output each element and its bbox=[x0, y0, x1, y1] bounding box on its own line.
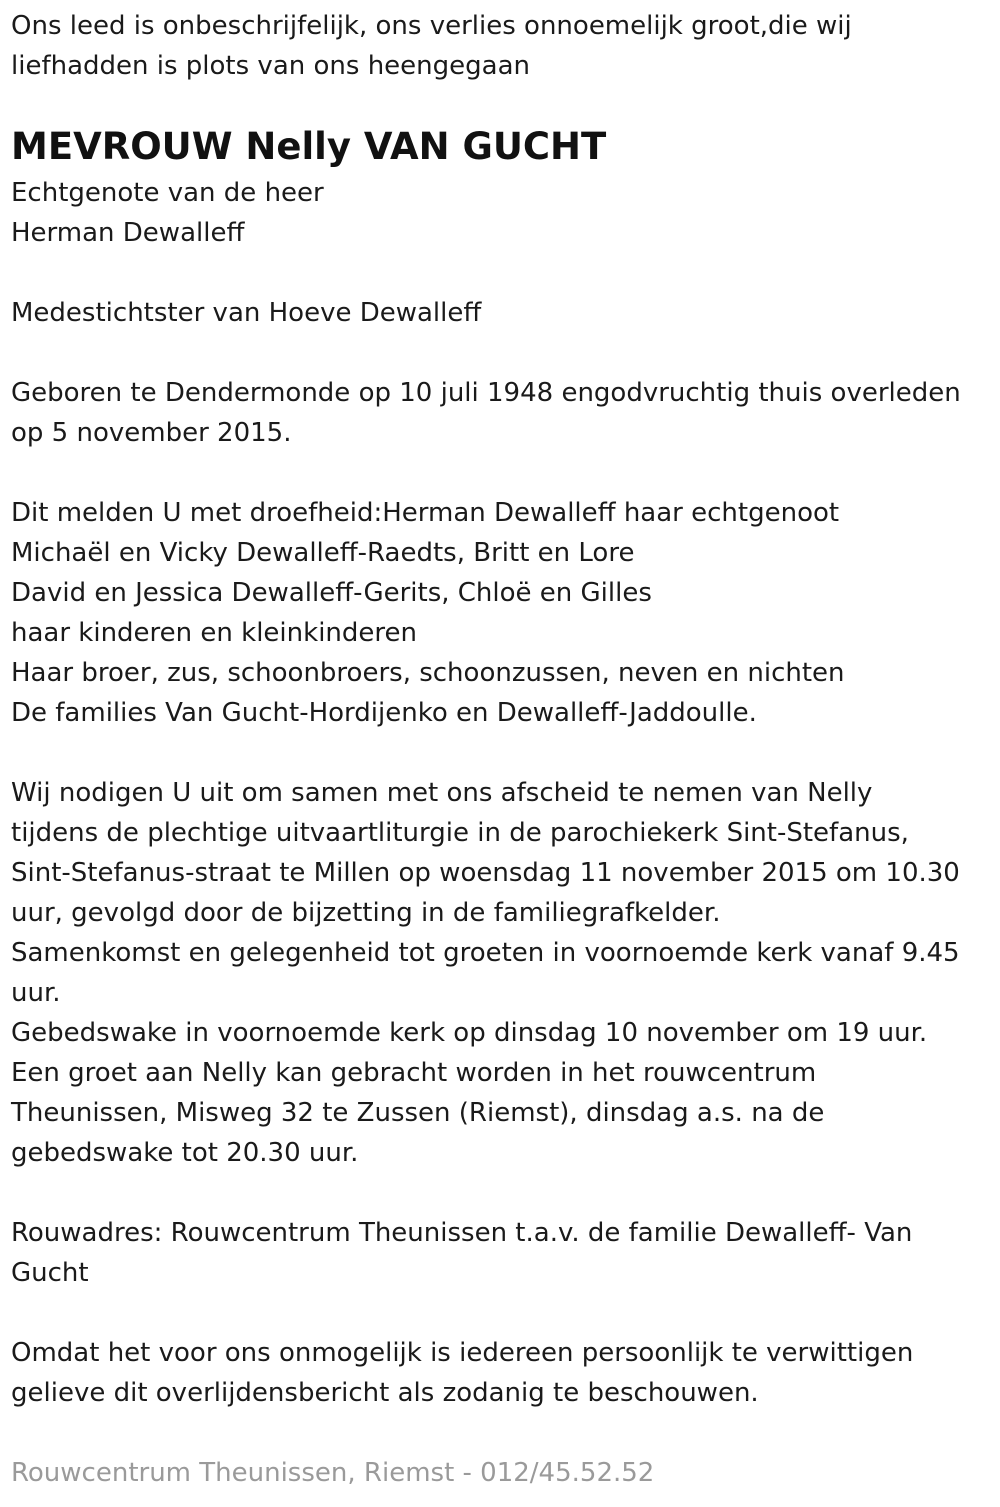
ceremony-line: Een groet aan Nelly kan gebracht worden in het rouwcentrum bbox=[11, 1058, 817, 1088]
intro-line: Ons leed is onbeschrijfelijk, ons verlies onnoemelijk groot,die wij bbox=[11, 11, 852, 41]
address-line: Gucht bbox=[11, 1258, 89, 1288]
closing-line: Omdat het voor ons onmogelijk is iedereen persoonlijk te verwittigen bbox=[11, 1338, 914, 1368]
spouse-line: Herman Dewalleff bbox=[11, 218, 245, 248]
birth-death-line: op 5 november 2015. bbox=[11, 418, 292, 448]
founder-line: Medestichtster van Hoeve Dewalleff bbox=[11, 298, 482, 328]
spouse-paragraph bbox=[11, 173, 324, 253]
ceremony-line: Samenkomst en gelegenheid tot groeten in voornoemde kerk vanaf 9.45 bbox=[11, 938, 960, 968]
birth-death-line: Geboren te Dendermonde op 10 juli 1948 engodvruchtig thuis overleden bbox=[11, 378, 961, 408]
closing-paragraph bbox=[11, 1333, 913, 1413]
ceremony-line: uur. bbox=[11, 978, 61, 1008]
ceremony-line: tijdens de plechtige uitvaartliturgie in de parochiekerk Sint-Stefanus, bbox=[11, 818, 909, 848]
family-line: David en Jessica Dewalleff-Gerits, Chloë en Gilles bbox=[11, 578, 652, 608]
ceremony-line: gebedswake tot 20.30 uur. bbox=[11, 1138, 359, 1168]
address-paragraph bbox=[11, 1213, 912, 1293]
family-line: Haar broer, zus, schoonbroers, schoonzussen, neven en nichten bbox=[11, 658, 845, 688]
address-line: Rouwadres: Rouwcentrum Theunissen t.a.v. de familie Dewalleff- Van bbox=[11, 1218, 913, 1248]
ceremony-line: Wij nodigen U uit om samen met ons afscheid te nemen van Nelly bbox=[11, 778, 873, 808]
ceremony-line: Gebedswake in voornoemde kerk op dinsdag 10 november om 19 uur. bbox=[11, 1018, 928, 1048]
family-line: haar kinderen en kleinkinderen bbox=[11, 618, 417, 648]
deceased-name: MEVROUW Nelly VAN GUCHT bbox=[11, 125, 607, 168]
intro-line: liefhadden is plots van ons heengegaan bbox=[11, 51, 530, 81]
intro-paragraph bbox=[11, 6, 852, 86]
family-line: Dit melden U met droefheid:Herman Dewalleff haar echtgenoot bbox=[11, 498, 840, 528]
family-line: De families Van Gucht-Hordijenko en Dewalleff-Jaddoulle. bbox=[11, 698, 757, 728]
ceremony-paragraph bbox=[11, 773, 960, 1173]
ceremony-line: uur, gevolgd door de bijzetting in de familiegrafkelder. bbox=[11, 898, 721, 928]
birth-death-paragraph bbox=[11, 373, 961, 453]
ceremony-line: Sint-Stefanus-straat te Millen op woensdag 11 november 2015 om 10.30 bbox=[11, 858, 960, 888]
ceremony-line: Theunissen, Misweg 32 te Zussen (Riemst), dinsdag a.s. na de bbox=[11, 1098, 825, 1128]
founder-paragraph bbox=[11, 293, 481, 333]
funeral-home-footer: Rouwcentrum Theunissen, Riemst - 012/45.52.52 bbox=[11, 1458, 655, 1488]
closing-line: gelieve dit overlijdensbericht als zodanig te beschouwen. bbox=[11, 1378, 759, 1408]
family-line: Michaël en Vicky Dewalleff-Raedts, Britt en Lore bbox=[11, 538, 635, 568]
spouse-line: Echtgenote van de heer bbox=[11, 178, 324, 208]
family-paragraph bbox=[11, 493, 845, 733]
